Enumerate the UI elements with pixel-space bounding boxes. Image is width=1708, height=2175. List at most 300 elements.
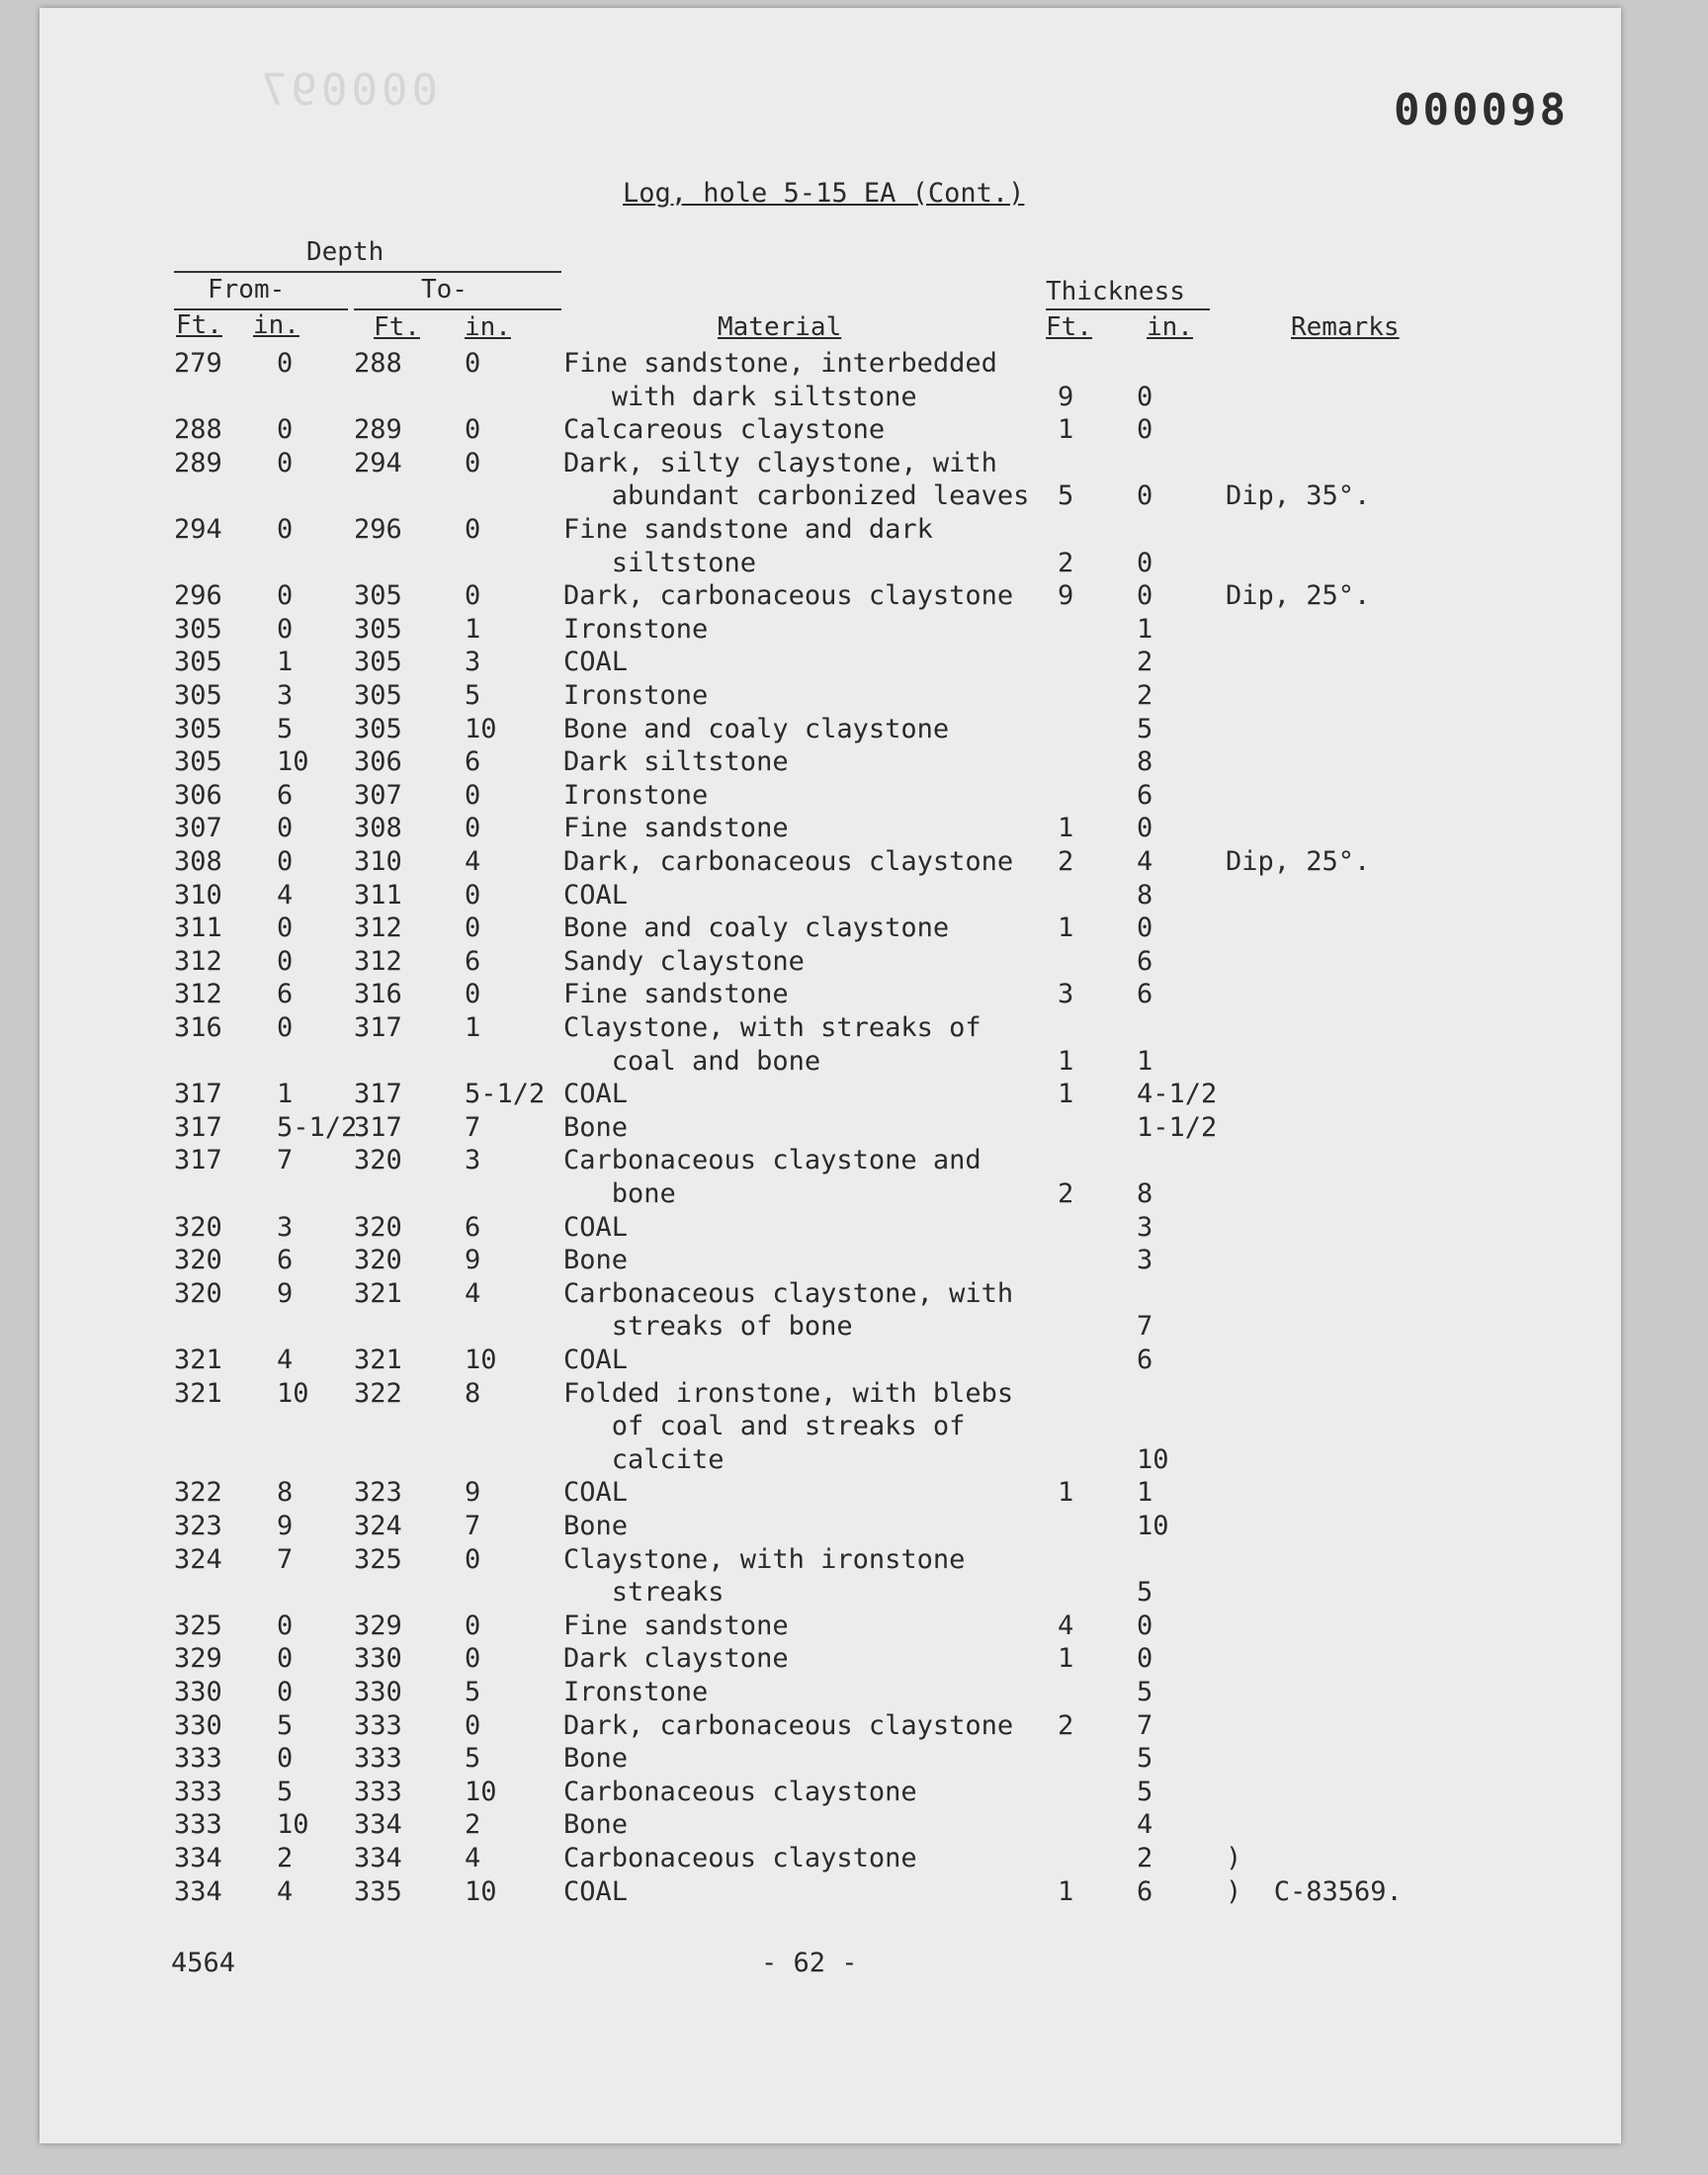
- material-cell: COAL: [563, 1079, 629, 1110]
- from-ft-header: Ft.: [176, 310, 222, 340]
- to-ft-cell: 310: [354, 846, 402, 877]
- table-row: [40, 480, 1621, 514]
- material-cell: Fine sandstone, interbedded: [563, 348, 997, 379]
- from-ft-cell: 321: [174, 1345, 222, 1375]
- thickness-in-cell: 10: [1137, 1443, 1169, 1475]
- table-row: [40, 1743, 1621, 1777]
- from-in-cell: 7: [277, 1145, 294, 1176]
- material-cell: Bone: [563, 1809, 629, 1841]
- to-in-cell: 0: [465, 1709, 481, 1741]
- material-cell: coal and bone: [563, 1045, 821, 1077]
- table-row: [40, 1311, 1621, 1345]
- thickness-in-cell: 3: [1137, 1211, 1153, 1243]
- from-in-cell: 0: [277, 414, 294, 446]
- material-cell: Bone: [563, 1511, 629, 1541]
- to-ft-cell: 321: [354, 1277, 402, 1309]
- from-in-cell: 0: [277, 813, 294, 844]
- thickness-in-cell: 6: [1137, 979, 1153, 1010]
- thickness-ft-cell: 2: [1058, 1178, 1074, 1209]
- to-ft-cell: 333: [354, 1743, 402, 1775]
- remarks-cell: Dip, 25°.: [1226, 580, 1371, 612]
- material-cell: Fine sandstone: [563, 979, 789, 1010]
- thickness-in-cell: 1: [1137, 1045, 1153, 1077]
- thickness-in-cell: 3: [1137, 1245, 1153, 1276]
- from-ft-cell: 334: [174, 1875, 222, 1907]
- to-ft-cell: 323: [354, 1477, 402, 1509]
- to-in-cell: 0: [465, 514, 481, 545]
- from-in-cell: 5: [277, 1709, 294, 1741]
- from-in-cell: 0: [277, 447, 294, 478]
- material-cell: with dark siltstone: [563, 381, 917, 412]
- table-row: [40, 680, 1621, 714]
- thickness-ft-header: Ft.: [1046, 312, 1092, 342]
- table-row: [40, 1511, 1621, 1544]
- from-ft-cell: 310: [174, 879, 222, 911]
- table-row: [40, 746, 1621, 780]
- from-ft-cell: 305: [174, 680, 222, 711]
- remarks-cell: ): [1226, 1843, 1242, 1873]
- thickness-in-cell: 7: [1137, 1709, 1153, 1741]
- to-in-cell: 0: [465, 580, 481, 612]
- to-in-cell: 5-1/2: [465, 1079, 546, 1110]
- from-ft-cell: 320: [174, 1211, 222, 1243]
- to-ft-cell: 306: [354, 746, 402, 778]
- to-in-cell: 0: [465, 779, 481, 811]
- thickness-in-cell: 6: [1137, 1875, 1153, 1907]
- table-row: [40, 448, 1621, 481]
- to-ft-cell: 305: [354, 580, 402, 612]
- table-row: [40, 1178, 1621, 1212]
- from-ft-cell: 311: [174, 913, 222, 944]
- thickness-in-cell: 0: [1137, 480, 1153, 512]
- table-row: [40, 1777, 1621, 1810]
- to-ft-cell: 320: [354, 1245, 402, 1276]
- from-ft-cell: 317: [174, 1111, 222, 1143]
- table-row: [40, 1477, 1621, 1511]
- to-in-cell: 0: [465, 1610, 481, 1641]
- depth-header-rule: [174, 271, 561, 273]
- material-cell: Dark, silty claystone, with: [563, 447, 997, 478]
- from-ft-cell: 322: [174, 1477, 222, 1509]
- table-row: [40, 348, 1621, 382]
- to-in-cell: 3: [465, 1145, 481, 1176]
- to-in-cell: 1: [465, 1012, 481, 1043]
- to-in-header: in.: [465, 312, 511, 342]
- to-ft-cell: 316: [354, 979, 402, 1010]
- table-row: [40, 1345, 1621, 1378]
- thickness-in-cell: 5: [1137, 1776, 1153, 1807]
- from-in-cell: 5: [277, 1776, 294, 1807]
- thickness-in-cell: 0: [1137, 381, 1153, 412]
- table-row: [40, 880, 1621, 914]
- material-cell: COAL: [563, 879, 629, 911]
- from-in-cell: 0: [277, 913, 294, 944]
- from-ft-cell: 320: [174, 1245, 222, 1276]
- to-ft-cell: 334: [354, 1809, 402, 1841]
- remarks-cell: Dip, 35°.: [1226, 480, 1371, 512]
- material-cell: abundant carbonized leaves: [563, 480, 1030, 512]
- material-cell: Claystone, with ironstone: [563, 1543, 966, 1575]
- thickness-ft-cell: 4: [1058, 1610, 1074, 1641]
- thickness-in-cell: 0: [1137, 813, 1153, 844]
- thickness-in-cell: 0: [1137, 414, 1153, 446]
- from-in-cell: 2: [277, 1843, 294, 1873]
- table-row: [40, 548, 1621, 581]
- to-ft-cell: 305: [354, 713, 402, 744]
- to-in-cell: 7: [465, 1111, 481, 1143]
- material-cell: Folded ironstone, with blebs: [563, 1377, 1014, 1409]
- thickness-ft-cell: 9: [1058, 381, 1074, 412]
- to-ft-cell: 330: [354, 1677, 402, 1707]
- table-row: [40, 1843, 1621, 1876]
- to-in-cell: 0: [465, 879, 481, 911]
- table-row: [40, 1444, 1621, 1478]
- table-row: [40, 813, 1621, 846]
- to-in-cell: 10: [465, 1875, 497, 1907]
- from-ft-cell: 305: [174, 647, 222, 678]
- remarks-header: Remarks: [1291, 312, 1400, 342]
- thickness-in-cell: 10: [1137, 1511, 1169, 1541]
- document-page: [40, 8, 1621, 2143]
- document-id: 000098: [1394, 85, 1569, 135]
- from-ft-cell: 330: [174, 1709, 222, 1741]
- to-ft-cell: 305: [354, 647, 402, 678]
- to-in-cell: 9: [465, 1477, 481, 1509]
- material-cell: Claystone, with streaks of: [563, 1012, 982, 1043]
- from-in-cell: 5-1/2: [277, 1111, 358, 1143]
- material-cell: Dark, carbonaceous claystone: [563, 846, 1014, 877]
- to-in-cell: 2: [465, 1809, 481, 1841]
- to-ft-cell: 325: [354, 1543, 402, 1575]
- thickness-ft-cell: 2: [1058, 846, 1074, 877]
- to-ft-cell: 333: [354, 1776, 402, 1807]
- from-in-cell: 9: [277, 1511, 294, 1541]
- thickness-ft-cell: 1: [1058, 1045, 1074, 1077]
- thickness-in-cell: 5: [1137, 1677, 1153, 1707]
- material-cell: Carbonaceous claystone: [563, 1776, 917, 1807]
- table-row: [40, 1677, 1621, 1710]
- material-cell: Fine sandstone and dark: [563, 514, 933, 545]
- table-row: [40, 1112, 1621, 1146]
- table-row: [40, 1046, 1621, 1080]
- table-row: [40, 780, 1621, 814]
- to-ft-header: Ft.: [374, 312, 420, 342]
- material-cell: Dark claystone: [563, 1643, 789, 1675]
- from-in-cell: 0: [277, 514, 294, 545]
- thickness-ft-cell: 1: [1058, 913, 1074, 944]
- material-cell: Carbonaceous claystone: [563, 1843, 917, 1873]
- from-in-header: in.: [253, 310, 299, 340]
- from-in-cell: 5: [277, 713, 294, 744]
- thickness-ft-cell: 1: [1058, 1875, 1074, 1907]
- thickness-in-cell: 7: [1137, 1311, 1153, 1343]
- from-ft-cell: 325: [174, 1610, 222, 1641]
- table-row: [40, 1212, 1621, 1246]
- thickness-in-cell: 4: [1137, 1809, 1153, 1841]
- thickness-in-cell: 0: [1137, 547, 1153, 578]
- material-cell: Ironstone: [563, 680, 709, 711]
- material-cell: calcite: [563, 1443, 725, 1475]
- to-ft-cell: 296: [354, 514, 402, 545]
- table-row: [40, 1809, 1621, 1843]
- to-ft-cell: 288: [354, 348, 402, 379]
- material-cell: Bone: [563, 1743, 629, 1775]
- from-in-cell: 0: [277, 1610, 294, 1641]
- material-cell: Bone: [563, 1111, 629, 1143]
- thickness-in-cell: 0: [1137, 1610, 1153, 1641]
- remarks-cell: Dip, 25°.: [1226, 846, 1371, 877]
- from-in-cell: 10: [277, 1377, 309, 1409]
- from-ft-cell: 320: [174, 1277, 222, 1309]
- to-in-cell: 5: [465, 1743, 481, 1775]
- table-row: [40, 414, 1621, 448]
- from-ft-cell: 289: [174, 447, 222, 478]
- thickness-ft-cell: 9: [1058, 580, 1074, 612]
- material-cell: COAL: [563, 1211, 629, 1243]
- from-ft-cell: 316: [174, 1012, 222, 1043]
- to-ft-cell: 308: [354, 813, 402, 844]
- remarks-cell: ) C-83569.: [1226, 1875, 1403, 1907]
- to-in-cell: 6: [465, 746, 481, 778]
- thickness-in-cell: 6: [1137, 945, 1153, 977]
- table-row: [40, 1411, 1621, 1444]
- to-in-cell: 3: [465, 647, 481, 678]
- thickness-in-cell: 1-1/2: [1137, 1111, 1218, 1143]
- thickness-ft-cell: 1: [1058, 813, 1074, 844]
- table-row: [40, 946, 1621, 980]
- material-cell: Ironstone: [563, 613, 709, 645]
- from-ft-cell: 334: [174, 1843, 222, 1873]
- page-title: Log, hole 5-15 EA (Cont.): [623, 178, 1025, 209]
- from-ft-cell: 333: [174, 1743, 222, 1775]
- thickness-in-cell: 1: [1137, 613, 1153, 645]
- from-in-cell: 3: [277, 680, 294, 711]
- table-row: [40, 1643, 1621, 1677]
- to-ft-cell: 312: [354, 945, 402, 977]
- table-row: [40, 514, 1621, 548]
- to-ft-cell: 322: [354, 1377, 402, 1409]
- to-ft-cell: 330: [354, 1643, 402, 1675]
- table-row: [40, 614, 1621, 648]
- to-in-cell: 0: [465, 414, 481, 446]
- from-in-cell: 4: [277, 879, 294, 911]
- from-in-cell: 0: [277, 580, 294, 612]
- to-in-cell: 0: [465, 348, 481, 379]
- table-row: [40, 1544, 1621, 1578]
- material-cell: Bone and coaly claystone: [563, 713, 950, 744]
- to-in-cell: 5: [465, 680, 481, 711]
- material-cell: siltstone: [563, 547, 757, 578]
- thickness-ft-cell: 1: [1058, 1079, 1074, 1110]
- page-number: - 62 -: [761, 1948, 858, 1978]
- table-row: [40, 1876, 1621, 1910]
- material-header: Material: [718, 312, 842, 342]
- thickness-in-cell: 2: [1137, 1843, 1153, 1873]
- from-in-cell: 7: [277, 1543, 294, 1575]
- material-cell: COAL: [563, 1875, 629, 1907]
- material-cell: streaks of bone: [563, 1311, 853, 1343]
- from-ft-cell: 296: [174, 580, 222, 612]
- material-cell: streaks: [563, 1577, 725, 1609]
- material-cell: Bone and coaly claystone: [563, 913, 950, 944]
- from-in-cell: 0: [277, 1643, 294, 1675]
- table-row: [40, 1378, 1621, 1412]
- to-in-cell: 4: [465, 1277, 481, 1309]
- to-ft-cell: 317: [354, 1012, 402, 1043]
- to-ft-cell: 334: [354, 1843, 402, 1873]
- from-in-cell: 6: [277, 779, 294, 811]
- to-in-cell: 0: [465, 979, 481, 1010]
- to-header: To-: [421, 275, 468, 304]
- material-cell: Bone: [563, 1245, 629, 1276]
- thickness-header: Thickness: [1046, 277, 1185, 306]
- from-ft-cell: 307: [174, 813, 222, 844]
- from-in-cell: 0: [277, 348, 294, 379]
- from-ft-cell: 330: [174, 1677, 222, 1707]
- table-row: [40, 714, 1621, 747]
- thickness-in-cell: 4-1/2: [1137, 1079, 1218, 1110]
- to-in-cell: 0: [465, 813, 481, 844]
- table-row: [40, 580, 1621, 614]
- to-ft-cell: 305: [354, 680, 402, 711]
- thickness-ft-cell: 3: [1058, 979, 1074, 1010]
- thickness-in-cell: 0: [1137, 913, 1153, 944]
- to-in-cell: 0: [465, 447, 481, 478]
- thickness-in-cell: 8: [1137, 879, 1153, 911]
- from-in-cell: 3: [277, 1211, 294, 1243]
- from-ft-cell: 306: [174, 779, 222, 811]
- material-cell: COAL: [563, 1477, 629, 1509]
- to-ft-cell: 289: [354, 414, 402, 446]
- from-ft-cell: 305: [174, 746, 222, 778]
- table-row: [40, 1710, 1621, 1744]
- thickness-in-cell: 5: [1137, 1743, 1153, 1775]
- from-ft-cell: 329: [174, 1643, 222, 1675]
- to-ft-cell: 335: [354, 1875, 402, 1907]
- thickness-in-header: in.: [1147, 312, 1193, 342]
- material-cell: of coal and streaks of: [563, 1411, 966, 1442]
- from-ft-cell: 305: [174, 713, 222, 744]
- from-in-cell: 10: [277, 746, 309, 778]
- thickness-in-cell: 8: [1137, 746, 1153, 778]
- from-in-cell: 0: [277, 945, 294, 977]
- material-cell: Fine sandstone: [563, 1610, 789, 1641]
- to-in-cell: 0: [465, 913, 481, 944]
- table-row: [40, 979, 1621, 1012]
- table-row: [40, 1278, 1621, 1312]
- from-in-cell: 0: [277, 1677, 294, 1707]
- table-row: [40, 1079, 1621, 1112]
- material-cell: COAL: [563, 647, 629, 678]
- from-ft-cell: 279: [174, 348, 222, 379]
- table-row: [40, 913, 1621, 946]
- from-ft-cell: 312: [174, 979, 222, 1010]
- from-in-cell: 1: [277, 1079, 294, 1110]
- from-in-cell: 0: [277, 1012, 294, 1043]
- from-in-cell: 4: [277, 1345, 294, 1375]
- from-in-cell: 9: [277, 1277, 294, 1309]
- thickness-in-cell: 6: [1137, 779, 1153, 811]
- thickness-ft-cell: 1: [1058, 1643, 1074, 1675]
- from-in-cell: 10: [277, 1809, 309, 1841]
- to-in-cell: 10: [465, 713, 497, 744]
- material-cell: Fine sandstone: [563, 813, 789, 844]
- depth-header: Depth: [306, 237, 384, 267]
- from-ft-cell: 308: [174, 846, 222, 877]
- thickness-in-cell: 6: [1137, 1345, 1153, 1375]
- from-in-cell: 0: [277, 613, 294, 645]
- thickness-in-cell: 2: [1137, 647, 1153, 678]
- thickness-in-cell: 0: [1137, 580, 1153, 612]
- to-in-cell: 6: [465, 945, 481, 977]
- from-in-cell: 1: [277, 647, 294, 678]
- from-in-cell: 0: [277, 846, 294, 877]
- to-ft-cell: 333: [354, 1709, 402, 1741]
- thickness-ft-cell: 1: [1058, 414, 1074, 446]
- material-cell: Carbonaceous claystone, with: [563, 1277, 1014, 1309]
- thickness-header-rule: [1046, 308, 1210, 310]
- thickness-in-cell: 1: [1137, 1477, 1153, 1509]
- from-in-cell: 0: [277, 1743, 294, 1775]
- to-in-cell: 0: [465, 1543, 481, 1575]
- to-in-cell: 4: [465, 1843, 481, 1873]
- to-in-cell: 4: [465, 846, 481, 877]
- material-cell: Carbonaceous claystone and: [563, 1145, 982, 1176]
- material-cell: Ironstone: [563, 1677, 709, 1707]
- material-cell: Dark, carbonaceous claystone: [563, 580, 1014, 612]
- table-row: [40, 1610, 1621, 1644]
- to-in-cell: 10: [465, 1345, 497, 1375]
- to-header-rule: [354, 308, 561, 310]
- from-ft-cell: 312: [174, 945, 222, 977]
- from-ft-cell: 333: [174, 1809, 222, 1841]
- material-cell: Sandy claystone: [563, 945, 805, 977]
- material-cell: bone: [563, 1178, 676, 1209]
- to-ft-cell: 329: [354, 1610, 402, 1641]
- to-in-cell: 8: [465, 1377, 481, 1409]
- from-header: From-: [208, 275, 286, 304]
- thickness-ft-cell: 1: [1058, 1477, 1074, 1509]
- from-ft-cell: 305: [174, 613, 222, 645]
- from-in-cell: 6: [277, 979, 294, 1010]
- thickness-in-cell: 4: [1137, 846, 1153, 877]
- thickness-in-cell: 0: [1137, 1643, 1153, 1675]
- to-ft-cell: 294: [354, 447, 402, 478]
- to-ft-cell: 320: [354, 1145, 402, 1176]
- from-in-cell: 4: [277, 1875, 294, 1907]
- table-row: [40, 1145, 1621, 1178]
- from-in-cell: 6: [277, 1245, 294, 1276]
- thickness-in-cell: 8: [1137, 1178, 1153, 1209]
- material-cell: COAL: [563, 1345, 629, 1375]
- to-in-cell: 6: [465, 1211, 481, 1243]
- thickness-ft-cell: 2: [1058, 547, 1074, 578]
- from-ft-cell: 288: [174, 414, 222, 446]
- table-row: [40, 846, 1621, 880]
- table-row: [40, 647, 1621, 680]
- from-ft-cell: 321: [174, 1377, 222, 1409]
- from-ft-cell: 323: [174, 1511, 222, 1541]
- table-row: [40, 1245, 1621, 1278]
- footer-number: 4564: [171, 1948, 236, 1978]
- to-in-cell: 5: [465, 1677, 481, 1707]
- from-ft-cell: 333: [174, 1776, 222, 1807]
- to-ft-cell: 311: [354, 879, 402, 911]
- to-in-cell: 0: [465, 1643, 481, 1675]
- to-in-cell: 10: [465, 1776, 497, 1807]
- bleed-through-id: 000097: [257, 65, 438, 116]
- from-ft-cell: 317: [174, 1145, 222, 1176]
